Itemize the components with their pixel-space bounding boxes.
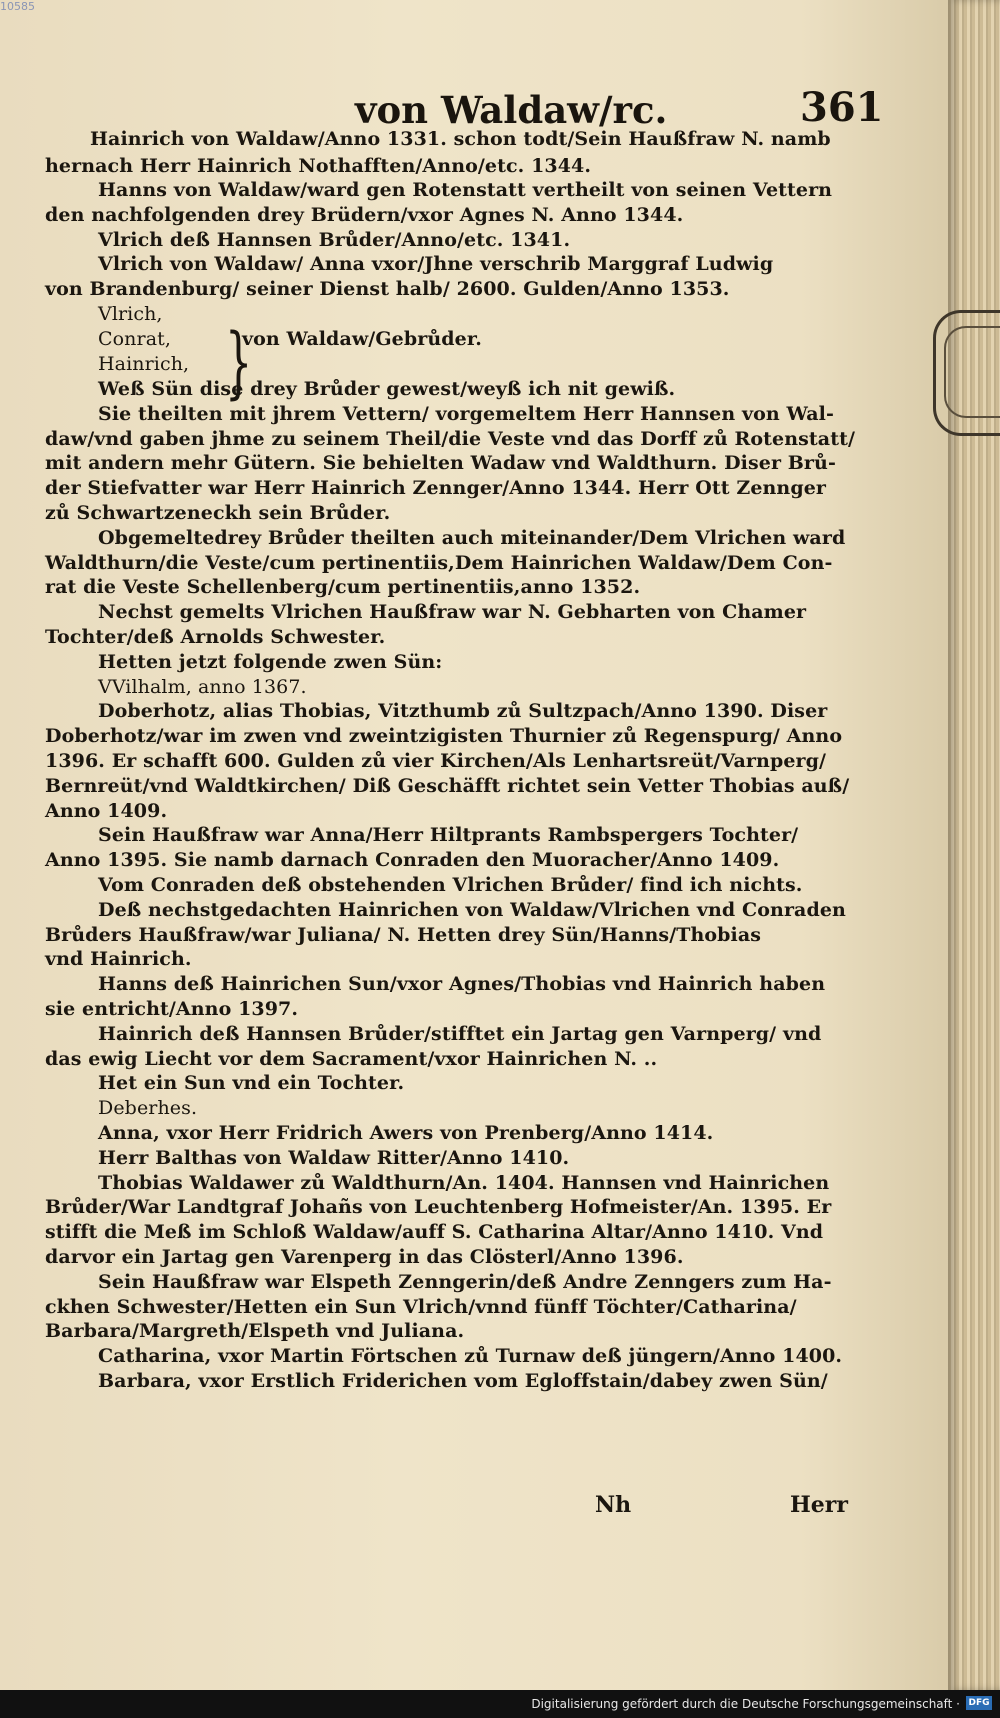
running-header: von Waldaw/rc. xyxy=(355,88,668,132)
page-number: 361 xyxy=(800,84,884,131)
text-line: Hanns von Waldaw/ward gen Rotenstatt vertheilt von seinen Vettern xyxy=(98,179,833,201)
text-line: Tochter/deß Arnolds Schwester. xyxy=(45,626,386,648)
text-line: 1396. Er schafft 600. Gulden zů vier Kirchen/Als Lenhartsreüt/Varnperg/ xyxy=(45,750,827,772)
text-line: den nachfolgenden drey Brüdern/vxor Agnes N. Anno 1344. xyxy=(45,204,684,226)
text-line: zů Schwartzeneckh sein Brůder. xyxy=(45,502,391,524)
text-line: von Brandenburg/ seiner Dienst halb/ 2600. Gulden/Anno 1353. xyxy=(45,278,730,300)
text-line: sie entricht/Anno 1397. xyxy=(45,998,299,1020)
library-stamp: 10585 xyxy=(0,0,35,13)
dfg-logo: DFG xyxy=(966,1696,992,1710)
name-hainrich: Hainrich, xyxy=(98,353,190,375)
text-line: Hetten jetzt folgende zwen Sün: xyxy=(98,651,443,673)
name-conrat: Conrat, xyxy=(98,328,171,350)
text-line: Anna, vxor Herr Fridrich Awers von Prenberg/Anno 1414. xyxy=(98,1122,714,1144)
text-line: Vlrich deß Hannsen Brůder/Anno/etc. 1341. xyxy=(98,229,571,251)
text-line: VVilhalm, anno 1367. xyxy=(98,676,307,698)
text-line: vnd Hainrich. xyxy=(45,948,192,970)
text-line: Catharina, vxor Martin Förtschen zů Turnaw deß jüngern/Anno 1400. xyxy=(98,1345,843,1367)
text-line: ckhen Schwester/Hetten ein Sun Vlrich/vnnd fünff Töchter/Catharina/ xyxy=(45,1296,797,1318)
text-line: Hainrich von Waldaw/Anno 1331. schon todt/Sein Haußfraw N. namb xyxy=(90,128,831,150)
curly-brace: } xyxy=(225,318,253,408)
catchword: Herr xyxy=(790,1492,848,1518)
text-line: Sie theilten mit jhrem Vettern/ vorgemeltem Herr Hannsen von Wal‑ xyxy=(98,403,834,425)
text-line: Hanns deß Hainrichen Sun/vxor Agnes/Thobias vnd Hainrich haben xyxy=(98,973,826,995)
brothers-label: von Waldaw/Gebrůder. xyxy=(242,328,482,350)
text-line: Deß nechstgedachten Hainrichen von Waldaw/Vlrichen vnd Conraden xyxy=(98,899,846,921)
text-line: Barbara, vxor Erstlich Friderichen vom Egloffstain/dabey zwen Sün/ xyxy=(98,1370,828,1392)
text-line: Vom Conraden deß obstehenden Vlrichen Brůder/ find ich nichts. xyxy=(98,874,803,896)
text-line: rat die Veste Schellenberg/cum pertinentiis,anno 1352. xyxy=(45,576,641,598)
text-line: mit andern mehr Gütern. Sie behielten Wadaw vnd Waldthurn. Diser Brů‑ xyxy=(45,452,836,474)
text-line: Anno 1409. xyxy=(45,800,168,822)
text-line: Anno 1395. Sie namb darnach Conraden den Muoracher/Anno 1409. xyxy=(45,849,780,871)
text-line: Het ein Sun vnd ein Tochter. xyxy=(98,1072,405,1094)
text-line: Waldthurn/die Veste/cum pertinentiis,Dem Hainrichen Waldaw/Dem Con‑ xyxy=(45,552,833,574)
text-line: Sein Haußfraw war Elspeth Zenngerin/deß Andre Zenngers zum Ha‑ xyxy=(98,1271,832,1293)
text-line: Doberhotz/war im zwen vnd zweintzigisten Thurnier zů Regenspurg/ Anno xyxy=(45,725,843,747)
text-line: Brůder/War Landtgraf Johañs von Leuchtenberg Hofmeister/An. 1395. Er xyxy=(45,1196,832,1218)
text-line: Hainrich deß Hannsen Brůder/stifftet ein Jartag gen Varnperg/ vnd xyxy=(98,1023,822,1045)
text-line: das ewig Liecht vor dem Sacrament/vxor Hainrichen N. .. xyxy=(45,1048,658,1070)
text-line: Barbara/Margreth/Elspeth vnd Juliana. xyxy=(45,1320,465,1342)
text-line: Brůders Haußfraw/war Juliana/ N. Hetten drey Sün/Hanns/Thobias xyxy=(45,924,762,946)
text-line: Thobias Waldawer zů Waldthurn/An. 1404. Hannsen vnd Hainrichen xyxy=(98,1172,830,1194)
text-line: Nechst gemelts Vlrichen Haußfraw war N. Gebharten von Chamer xyxy=(98,601,807,623)
text-line: Herr Balthas von Waldaw Ritter/Anno 1410. xyxy=(98,1147,570,1169)
text-line: darvor ein Jartag gen Varenperg in das Clösterl/Anno 1396. xyxy=(45,1246,684,1268)
text-line: Vlrich von Waldaw/ Anna vxor/Jhne verschrib Marggraf Ludwig xyxy=(98,253,774,275)
text-line: Obgemeltedrey Brůder theilten auch miteinander/Dem Vlrichen ward xyxy=(98,527,846,549)
text-line: Deberhes. xyxy=(98,1097,198,1119)
text-line: Doberhotz, alias Thobias, Vitzthumb zů Sultzpach/Anno 1390. Diser xyxy=(98,700,828,722)
text-line: Bernreüt/vnd Waldtkirchen/ Diß Geschäfft richtet sein Vetter Thobias auß/ xyxy=(45,775,850,797)
page-edge-stack xyxy=(948,0,1000,1690)
text-line: hernach Herr Hainrich Nothafften/Anno/etc. 1344. xyxy=(45,155,592,177)
text-line: der Stiefvatter war Herr Hainrich Zennger/Anno 1344. Herr Ott Zennger xyxy=(45,477,827,499)
name-vlrich: Vlrich, xyxy=(98,303,163,325)
signature-mark: Nh xyxy=(595,1492,632,1518)
book-clasp-inner xyxy=(944,326,1000,418)
footer-credit: Digitalisierung gefördert durch die Deutsche Forschungsgemeinschaft · xyxy=(531,1697,960,1711)
text-line: stifft die Meß im Schloß Waldaw/auff S. Catharina Altar/Anno 1410. Vnd xyxy=(45,1221,824,1243)
text-line: Sein Haußfraw war Anna/Herr Hiltprants Rambspergers Tochter/ xyxy=(98,824,799,846)
text-line: Weß Sün dise drey Brůder gewest/weyß ich nit gewiß. xyxy=(98,378,676,400)
text-line: daw/vnd gaben jhme zu seinem Theil/die Veste vnd das Dorff zů Rotenstatt/ xyxy=(45,428,855,450)
